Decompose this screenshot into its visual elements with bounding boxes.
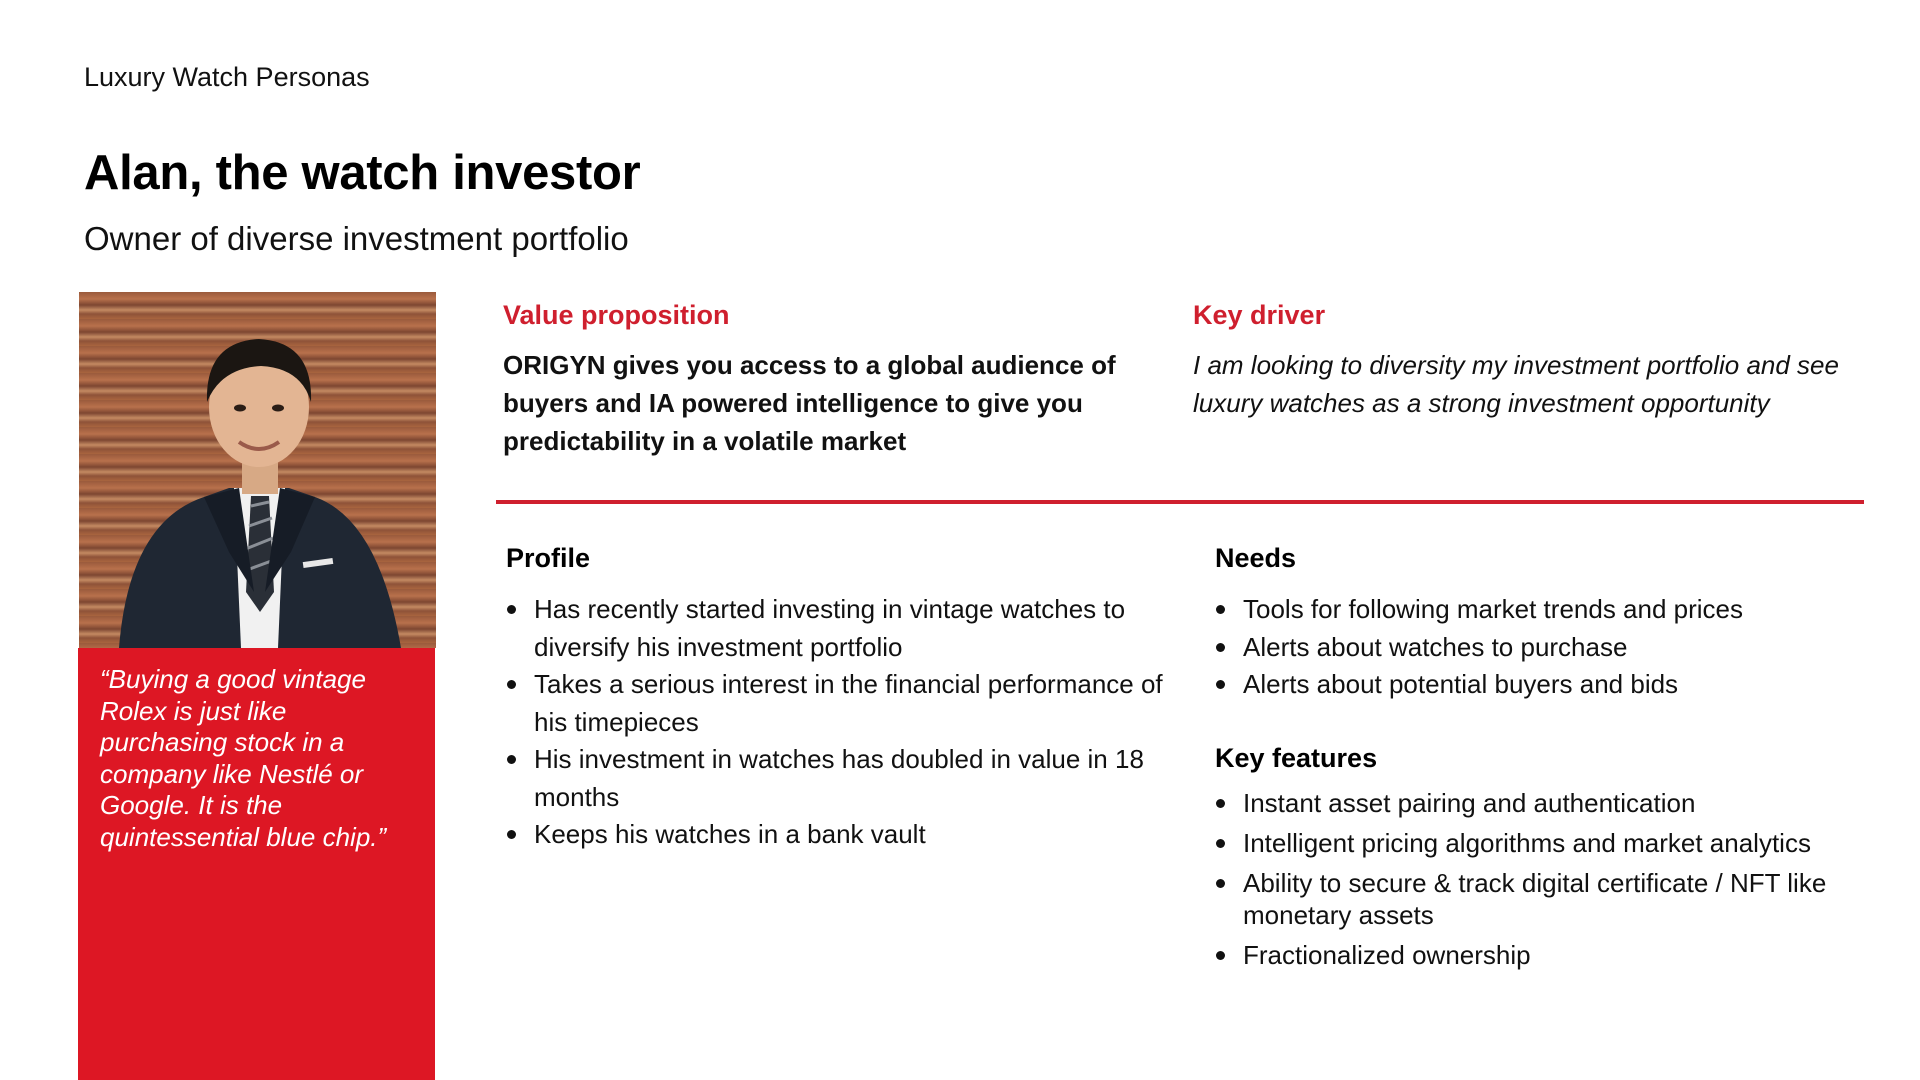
list-item: Takes a serious interest in the financial performance of his timepieces: [504, 666, 1164, 741]
profile-heading: Profile: [506, 543, 591, 573]
list-item: Keeps his watches in a bank vault: [504, 816, 1164, 854]
deck-section-title: Luxury Watch Personas: [84, 62, 370, 92]
list-item: Tools for following market trends and prices: [1213, 591, 1873, 629]
list-item: Alerts about potential buyers and bids: [1213, 666, 1873, 704]
key-features-list: [1213, 787, 1873, 979]
needs-list: [1213, 591, 1873, 704]
list-item: His investment in watches has doubled in value in 18 months: [504, 741, 1164, 816]
persona-photo: [79, 292, 436, 648]
profile-list: [504, 591, 1164, 854]
businessman-illustration: [79, 292, 436, 648]
list-item: Intelligent pricing algorithms and market analytics: [1213, 827, 1873, 859]
persona-subtitle: Owner of diverse investment portfolio: [84, 220, 629, 257]
needs-heading: Needs: [1215, 543, 1297, 573]
persona-title: Alan, the watch investor: [84, 146, 641, 200]
key-features-heading: Key features: [1215, 743, 1378, 773]
key-driver-label: Key driver: [1193, 300, 1326, 330]
persona-quote-panel: [78, 648, 435, 1080]
value-proposition-text: ORIGYN gives you access to a global audience of buyers and IA powered intelligence to give you predictability in a volatile market: [503, 350, 1116, 456]
list-item: Fractionalized ownership: [1213, 939, 1873, 971]
persona-quote: “Buying a good vintage Rolex is just like purchasing stock in a company like Nestlé or Google. It is the quintessential blue chip.”: [100, 664, 387, 852]
list-item: Has recently started investing in vintage watches to diversify his investment portfolio: [504, 591, 1164, 666]
list-item: Ability to secure & track digital certificate / NFT like monetary assets: [1213, 867, 1873, 931]
list-item: Instant asset pairing and authentication: [1213, 787, 1873, 819]
key-driver-text: I am looking to diversity my investment portfolio and see luxury watches as a strong investment opportunity: [1193, 350, 1839, 418]
value-proposition-label: Value proposition: [503, 300, 730, 330]
section-divider: [496, 500, 1864, 504]
list-item: Alerts about watches to purchase: [1213, 629, 1873, 667]
